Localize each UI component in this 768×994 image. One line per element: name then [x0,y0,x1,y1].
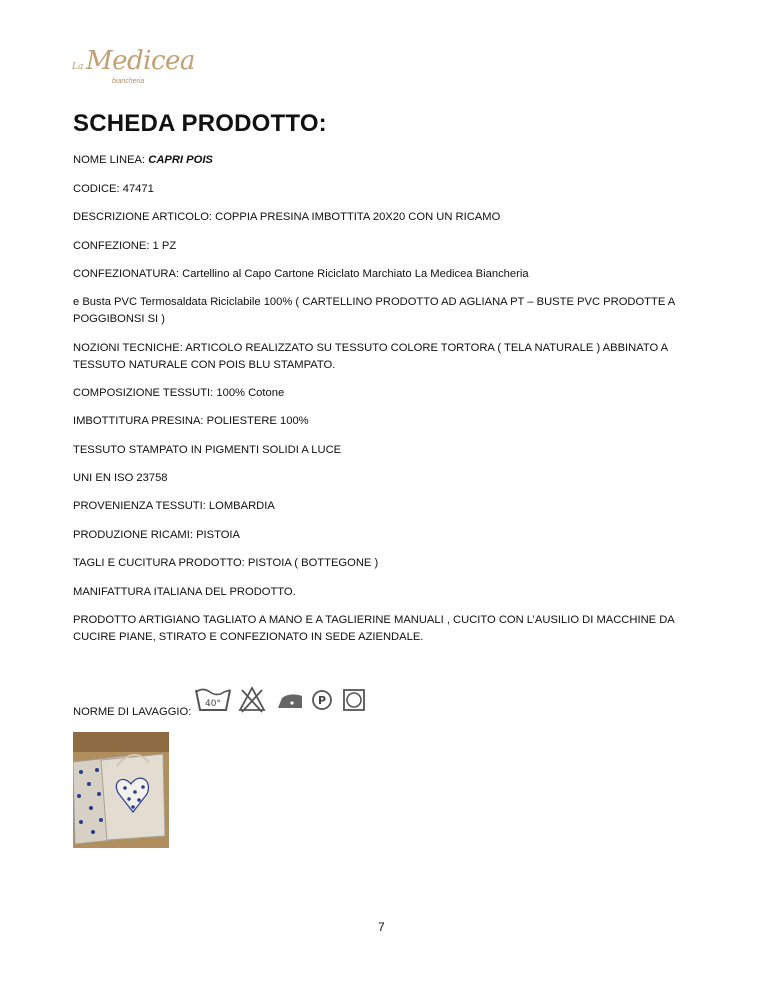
logo-subtitle: biancheria [112,78,145,85]
field-manifattura: MANIFATTURA ITALIANA DEL PRODOTTO. [73,586,296,598]
field-busta: e Busta PVC Termosaldata Riciclabile 100% ( CARTELLINO PRODOTTO AD AGLIANA PT – BUSTE PVC PRODOTTE A POGGIBONSI SI ) [73,296,675,325]
field-uni: UNI EN ISO 23758 [73,472,168,484]
field-tessuto-stampato: TESSUTO STAMPATO IN PIGMENTI SOLIDI A LUCE [73,444,342,456]
field-produzione: PRODUZIONE RICAMI: PISTOIA [73,529,241,541]
field-confezionatura: CONFEZIONATURA: Cartellino al Capo Cartone Riciclato Marchiato La Medicea Biancheria [73,268,529,280]
product-photo [73,732,169,848]
dry-clean-p-icon [313,691,331,709]
wash-temp: 40° [205,699,221,709]
field-nozioni: NOZIONI TECNICHE: ARTICOLO REALIZZATO SU TESSUTO COLORE TORTORA ( TELA NATURALE ) ABBINATO A TESSUTO NATURALE CON POIS BLU STAMPATO. [73,342,668,371]
brand-logo [72,44,195,90]
field-norme-lavaggio: NORME DI LAVAGGIO: [73,706,192,718]
wash-symbols [194,684,374,716]
field-provenienza: PROVENIENZA TESSUTI: LOMBARDIA [73,500,275,512]
wash-40-icon [196,690,230,711]
dry-clean-letter: P [317,694,327,707]
field-imbottitura: IMBOTTITURA PRESINA: POLIESTERE 100% [73,415,309,427]
page-title: SCHEDA PRODOTTO: [73,110,327,137]
field-composizione: COMPOSIZIONE TESSUTI: 100% Cotone [73,387,285,399]
field-nome-linea [73,152,703,169]
logo-brand: Medicea [86,46,195,76]
nome-linea-label: NOME LINEA: [73,154,149,166]
iron-low-icon [278,694,302,708]
page-number: 7 [378,920,385,934]
tumble-dry-icon [344,690,364,710]
field-tagli: TAGLI E CUCITURA PRODOTTO: PISTOIA ( BOTTEGONE ) [73,557,379,569]
logo-prefix: La [72,62,84,72]
no-bleach-icon [240,688,264,712]
nome-linea-value: CAPRI POIS [148,154,213,166]
field-confezione: CONFEZIONE: 1 PZ [73,240,177,252]
field-artigiano: PRODOTTO ARTIGIANO TAGLIATO A MANO E A TAGLIERINE MANUALI , CUCITO CON L’AUSILIO DI MACCHINE DA CUCIRE PIANE, STIRATO E CONFEZIONATO IN SEDE AZIENDALE. [73,614,675,643]
field-codice: CODICE: 47471 [73,183,154,195]
field-descrizione: DESCRIZIONE ARTICOLO: COPPIA PRESINA IMBOTTITA 20X20 CON UN RICAMO [73,211,501,223]
